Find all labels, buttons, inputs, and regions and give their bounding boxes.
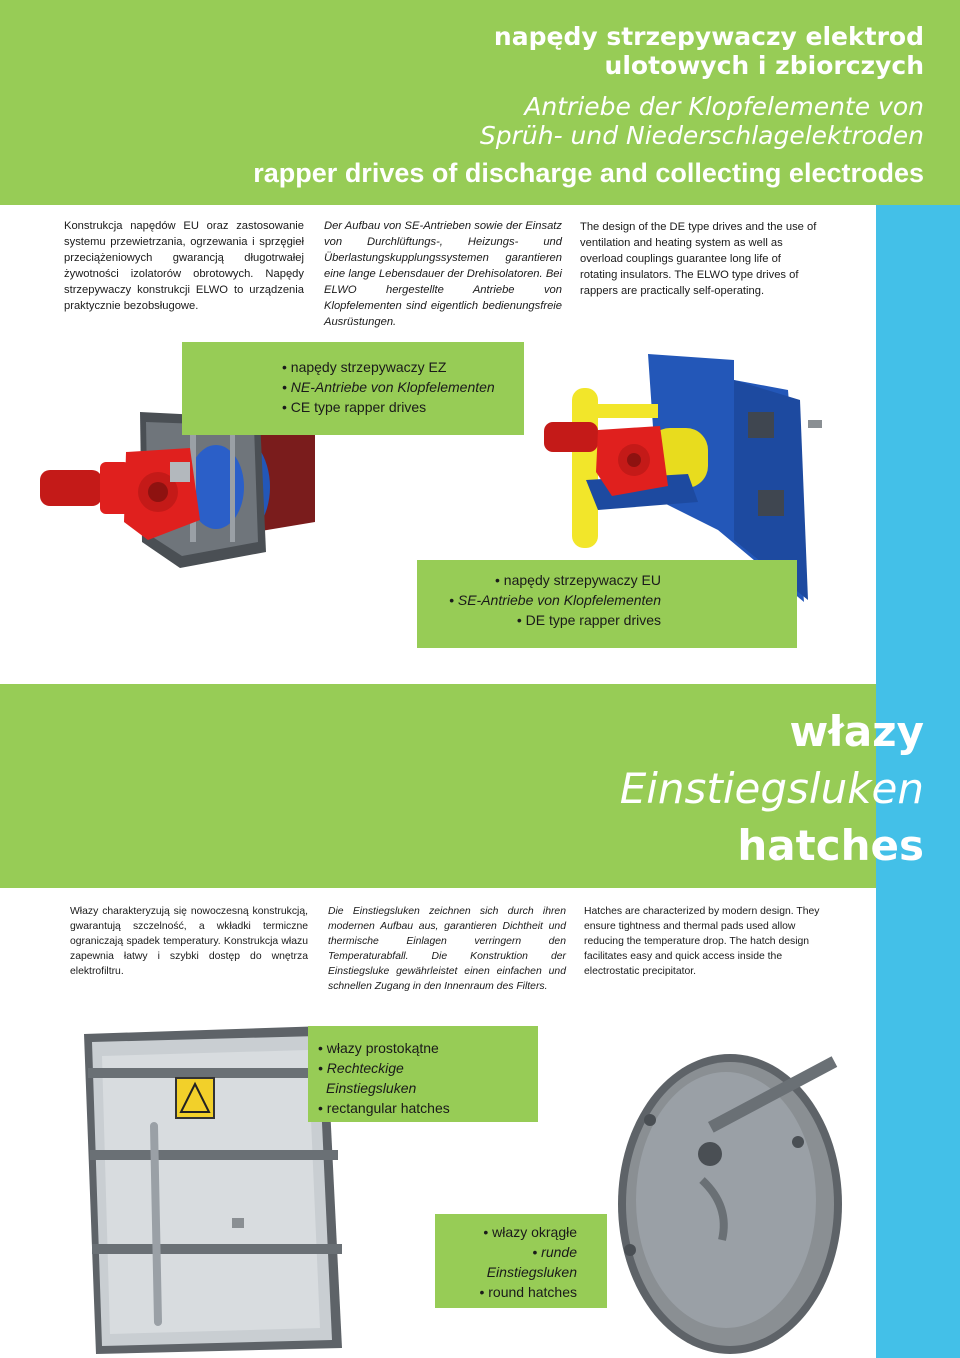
label-de-type-drives: • napędy strzepywaczy EU • SE-Antriebe von Klopfelementen • DE type rapper drives bbox=[417, 560, 797, 648]
round-hatch-illustration bbox=[590, 1030, 850, 1356]
hatches-text-pl: Włazy charakteryzują się nowoczesną konstrukcją, gwarantują szczelność, a wkładki termiczne ograniczają spadek temperatury. Konstrukcja włazu zapewnia łatwy i szybki dostęp do wnętrza elektrofiltru. bbox=[70, 906, 308, 977]
hatches-text-en: Hatches are characterized by modern design. They ensure tightness and thermal pads used allow reducing the temperature drop. The hatch design facilitates easy and quick access inside the electrostatic precipitator. bbox=[584, 906, 820, 977]
label-round-hatches: • włazy okrągłe • runde Einstiegsluken • round hatches bbox=[435, 1214, 607, 1308]
hatches-text-de: Die Einstiegsluken zeichnen sich durch ihren modernen Aufbau aus, garantieren Dichtheit und thermische Einlagen verringern den Temperaturabfall. Die Konstruktion der Einstiegsluke gewährleistet einen einfachen und schnellen Zugang in den Innenraum des Filters. bbox=[328, 906, 566, 992]
drives-text-pl: Konstrukcja napędów EU oraz zastosowanie systemu przewietrzania, ogrzewania i sprzęgieł przeciążeniowych gwarancją długotrwałej żywotności izolatorów obrotowych. Napędy strzepywaczy konstrukcji ELWO to urządzenia praktycznie bezobsługowe. bbox=[64, 220, 304, 312]
label-rectangular-hatches: • włazy prostokątne • Rechteckige Einstiegsluken • rectangular hatches bbox=[308, 1026, 538, 1122]
drives-text-en: The design of the DE type drives and the use of ventilation and heating system as well as overload couplings guarantee long life of rotating insulators. The ELWO type drives of rappers are practically self-operating. bbox=[580, 221, 817, 297]
rectangular-hatch-illustration bbox=[62, 1022, 344, 1356]
title-en: rapper drives of discharge and collecting electrodes bbox=[253, 158, 924, 188]
hatches-title-en: hatches bbox=[737, 821, 924, 870]
drives-text-de: Der Aufbau von SE-Antrieben sowie der Einsatz von Durchlüftungs-, Heizungs- und Überlastungskupplungssystemen garantieren eine lange Lebensdauer der Drehisolatoren. Bei ELWO hergestellte Antriebe von Klopfelementen sind eigentlich bedienungsfreie Ausrüstungen. bbox=[324, 220, 562, 328]
title-de: Antriebe der Klopfelemente von Sprüh- und Niederschlagelektroden bbox=[479, 92, 924, 150]
title-pl: napędy strzepywaczy elektrod ulotowych i zbiorczych bbox=[493, 22, 924, 80]
label-ce-type-drives: • napędy strzepywaczy EZ • NE-Antriebe von Klopfelementen • CE type rapper drives bbox=[182, 342, 524, 435]
hatches-title-pl: włazy bbox=[789, 707, 924, 756]
hatches-title-de: Einstiegsluken bbox=[619, 764, 924, 813]
